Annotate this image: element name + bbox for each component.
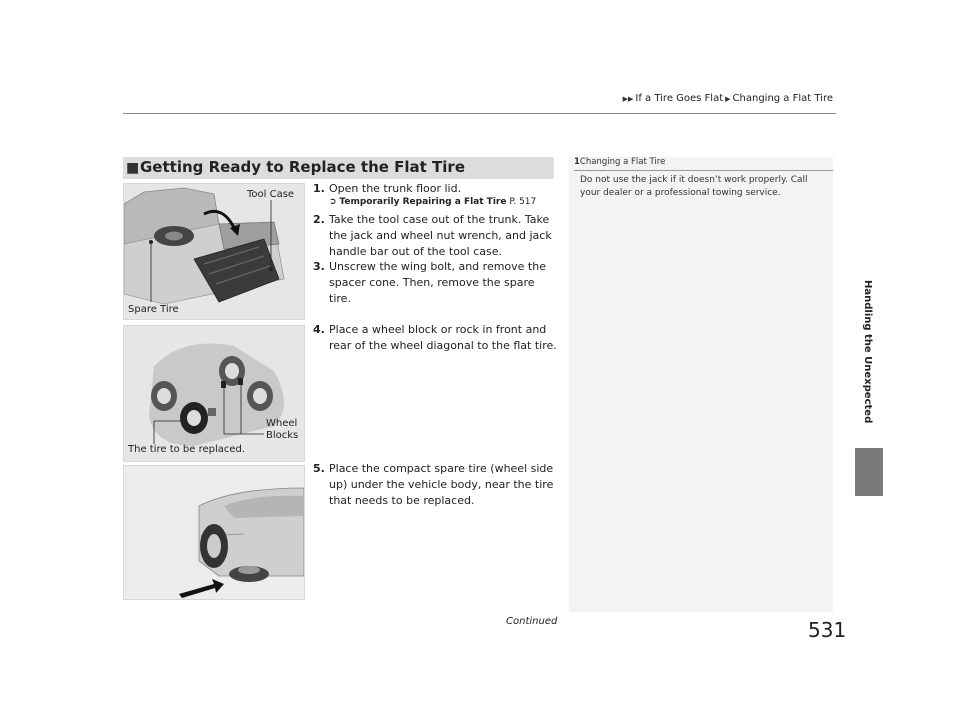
step-2 [313,212,558,260]
label-tool-case: Tool Case [247,189,295,200]
side-note-panel [569,157,833,612]
side-note-text: Do not use the jack if it doesn’t work properly. Call your dealer or a professional towing service. [580,175,808,198]
reference-link[interactable]: Temporarily Repairing a Flat Tire [339,197,507,207]
step-number: 5. [313,462,325,475]
cross-reference[interactable] [329,197,536,207]
trunk-drawing [124,184,304,319]
breadcrumb-item[interactable]: If a Tire Goes Flat [635,93,724,104]
step-text: Unscrew the wing bolt, and remove the spacer cone. Then, remove the spare tire. [329,260,546,305]
continued-label: Continued [506,616,558,627]
step-number: 3. [313,260,325,273]
spare-placement-illustration [123,465,305,600]
note-marker-icon: 1 [574,157,580,167]
chapter-tab [855,448,883,496]
label-tire-replaced: The tire to be replaced. [128,444,246,455]
step-5 [313,461,558,509]
step-text: Open the trunk floor lid. [329,182,462,195]
wheel-blocks-illustration [123,325,305,462]
header-divider [123,113,836,114]
section-title: Getting Ready to Replace the Flat Tire [140,158,465,176]
section-heading [123,157,554,179]
step-text: Place a wheel block or rock in front and rear of the wheel diagonal to the flat tire. [329,323,557,352]
side-note-divider [574,170,833,171]
reference-page: P. 517 [509,197,537,207]
step-1 [313,181,558,197]
breadcrumb [0,93,833,104]
step-number: 1. [313,182,325,195]
triangle-icon: ▶ [725,95,731,103]
triangle-icon: ▶▶ [622,95,634,103]
side-note-heading [574,157,665,167]
chapter-title: Handling the Unexpected [862,280,873,424]
label-wheel-blocks-1: Wheel [266,418,298,429]
step-number: 2. [313,213,325,226]
step-text: Take the tool case out of the trunk. Take the jack and wheel nut wrench, and jack handle bar out of the tool case. [329,213,552,258]
label-spare-tire: Spare Tire [128,304,179,315]
side-note-title: Changing a Flat Tire [579,157,666,167]
square-bullet-icon: ■ [126,160,140,176]
step-3 [313,259,558,307]
page-number: 531 [808,618,847,642]
step-text: Place the compact spare tire (wheel side up) under the vehicle body, near the tire that needs to be replaced. [329,462,554,507]
trunk-illustration [123,183,305,320]
step-4 [313,322,558,354]
breadcrumb-item[interactable]: Changing a Flat Tire [732,93,833,104]
reference-arrow-icon: ➲ [329,197,337,207]
label-wheel-blocks-2: Blocks [266,430,299,441]
step-number: 4. [313,323,325,336]
spare-placement-drawing [124,466,304,599]
